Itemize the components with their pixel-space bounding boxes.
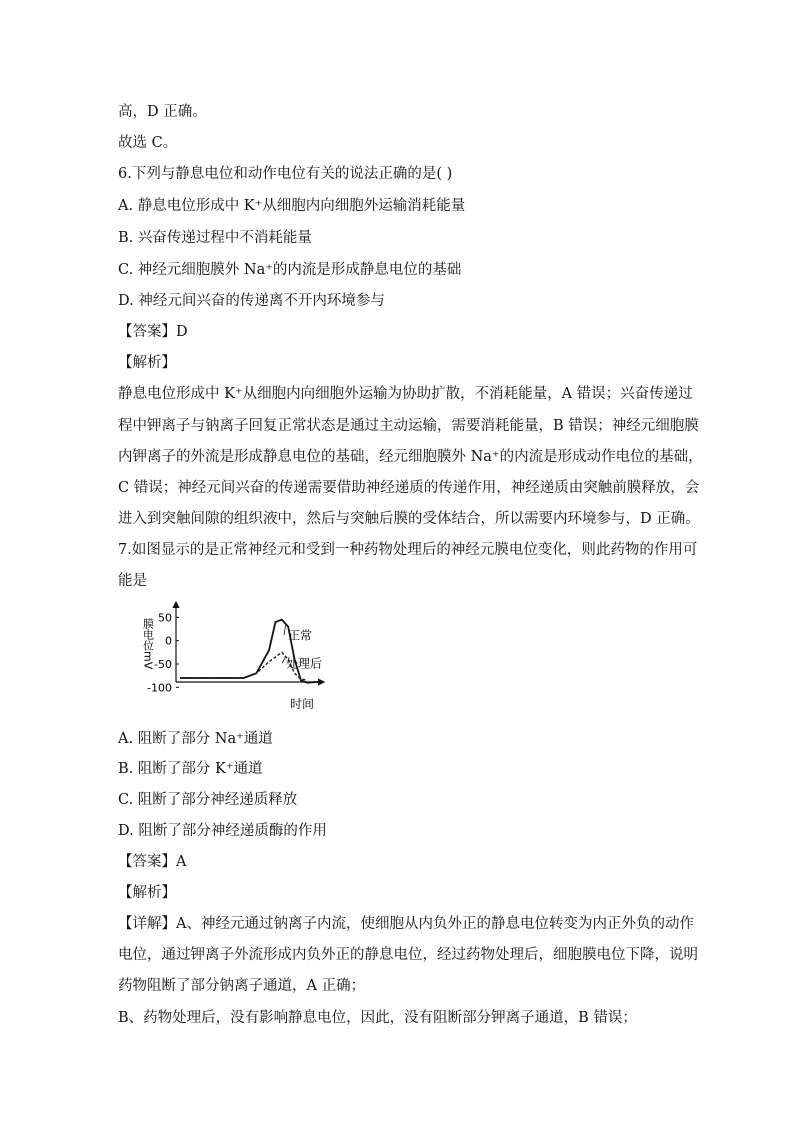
chart-svg xyxy=(140,596,340,714)
series-labels xyxy=(282,624,322,671)
question-6-stem: 6.下列与静息电位和动作电位有关的说法正确的是( ) xyxy=(118,166,453,182)
q7-analysis-line-2: 电位，通过钾离子外流形成内负外正的静息电位，经过药物处理后，细胞膜电位下降，说明 xyxy=(118,947,698,963)
q7-analysis-line-1: 【详解】A、神经元通过钠离子内流，使细胞从内负外正的静息电位转变为内正外负的动作 xyxy=(118,916,694,932)
q6-answer: 【答案】D xyxy=(118,324,188,340)
q7-option-b: B. 阻断了部分 K⁺通道 xyxy=(118,761,263,777)
q7-answer: 【答案】A xyxy=(118,854,187,870)
q6-analysis-line-5: 进入到突触间隙的组织液中，然后与突触后膜的受体结合，所以需要内环境参与，D 正确。 xyxy=(118,511,700,527)
q6-analysis-line-2: 程中钾离子与钠离子回复正常状态是通过主动运输，需要消耗能量，B 错误；神经元细胞膜 xyxy=(118,418,699,434)
text-line-2: 故选 C。 xyxy=(118,135,178,151)
membrane-potential-chart xyxy=(140,596,340,714)
q6-option-c: C. 神经元细胞膜外 Na⁺的内流是形成静息电位的基础 xyxy=(118,262,462,278)
q7-option-a: A. 阻断了部分 Na⁺通道 xyxy=(118,731,273,747)
q7-option-d: D. 阻断了部分神经递质酶的作用 xyxy=(118,823,327,839)
q6-analysis-line-3: 内钾离子的外流是形成静息电位的基础，经元细胞膜外 Na⁺的内流是形成动作电位的基础， xyxy=(118,449,703,465)
text-line-1: 高，D 正确。 xyxy=(118,104,207,120)
y-axis-label: 膜电位mV xyxy=(141,618,155,670)
q6-option-d: D. 神经元间兴奋的传递离不开内环境参与 xyxy=(118,293,385,309)
q7-analysis-heading: 【解析】 xyxy=(118,885,176,901)
q7-analysis-line-4: B、药物处理后，没有影响静息电位，因此，没有阻断部分钾离子通道，B 错误； xyxy=(118,1010,637,1026)
y-tick-label: 0 xyxy=(165,634,172,648)
q7-analysis-line-3: 药物阻断了部分钠离子通道，A 正确； xyxy=(118,978,366,994)
y-tick-label: 50 xyxy=(158,611,172,625)
x-axis-label: 时间 xyxy=(290,697,315,711)
question-7-stem-line-2: 能是 xyxy=(118,573,147,589)
q6-option-b: B. 兴奋传递过程中不消耗能量 xyxy=(118,230,312,246)
series-label: 正常 xyxy=(288,628,313,643)
q6-option-a: A. 静息电位形成中 K⁺从细胞内向细胞外运输消耗能量 xyxy=(118,198,466,214)
y-tick-label: -50 xyxy=(154,658,172,671)
q6-analysis-line-1: 静息电位形成中 K⁺从细胞内向细胞外运输为协助扩散，不消耗能量，A 错误；兴奋传递过 xyxy=(118,386,693,402)
y-tick-label: -100 xyxy=(147,681,172,695)
q6-analysis-line-4: C 错误；神经元间兴奋的传递需要借助神经递质的传递作用，神经递质由突触前膜释放，会 xyxy=(118,480,700,496)
q6-analysis-heading: 【解析】 xyxy=(118,355,176,371)
series-leader-line xyxy=(284,624,286,636)
question-7-stem-line-1: 7.如图显示的是正常神经元和受到一种药物处理后的神经元膜电位变化，则此药物的作用可 xyxy=(118,542,698,558)
series-label: 处理后 xyxy=(286,656,323,671)
q7-option-c: C. 阻断了部分神经递质释放 xyxy=(118,792,298,808)
